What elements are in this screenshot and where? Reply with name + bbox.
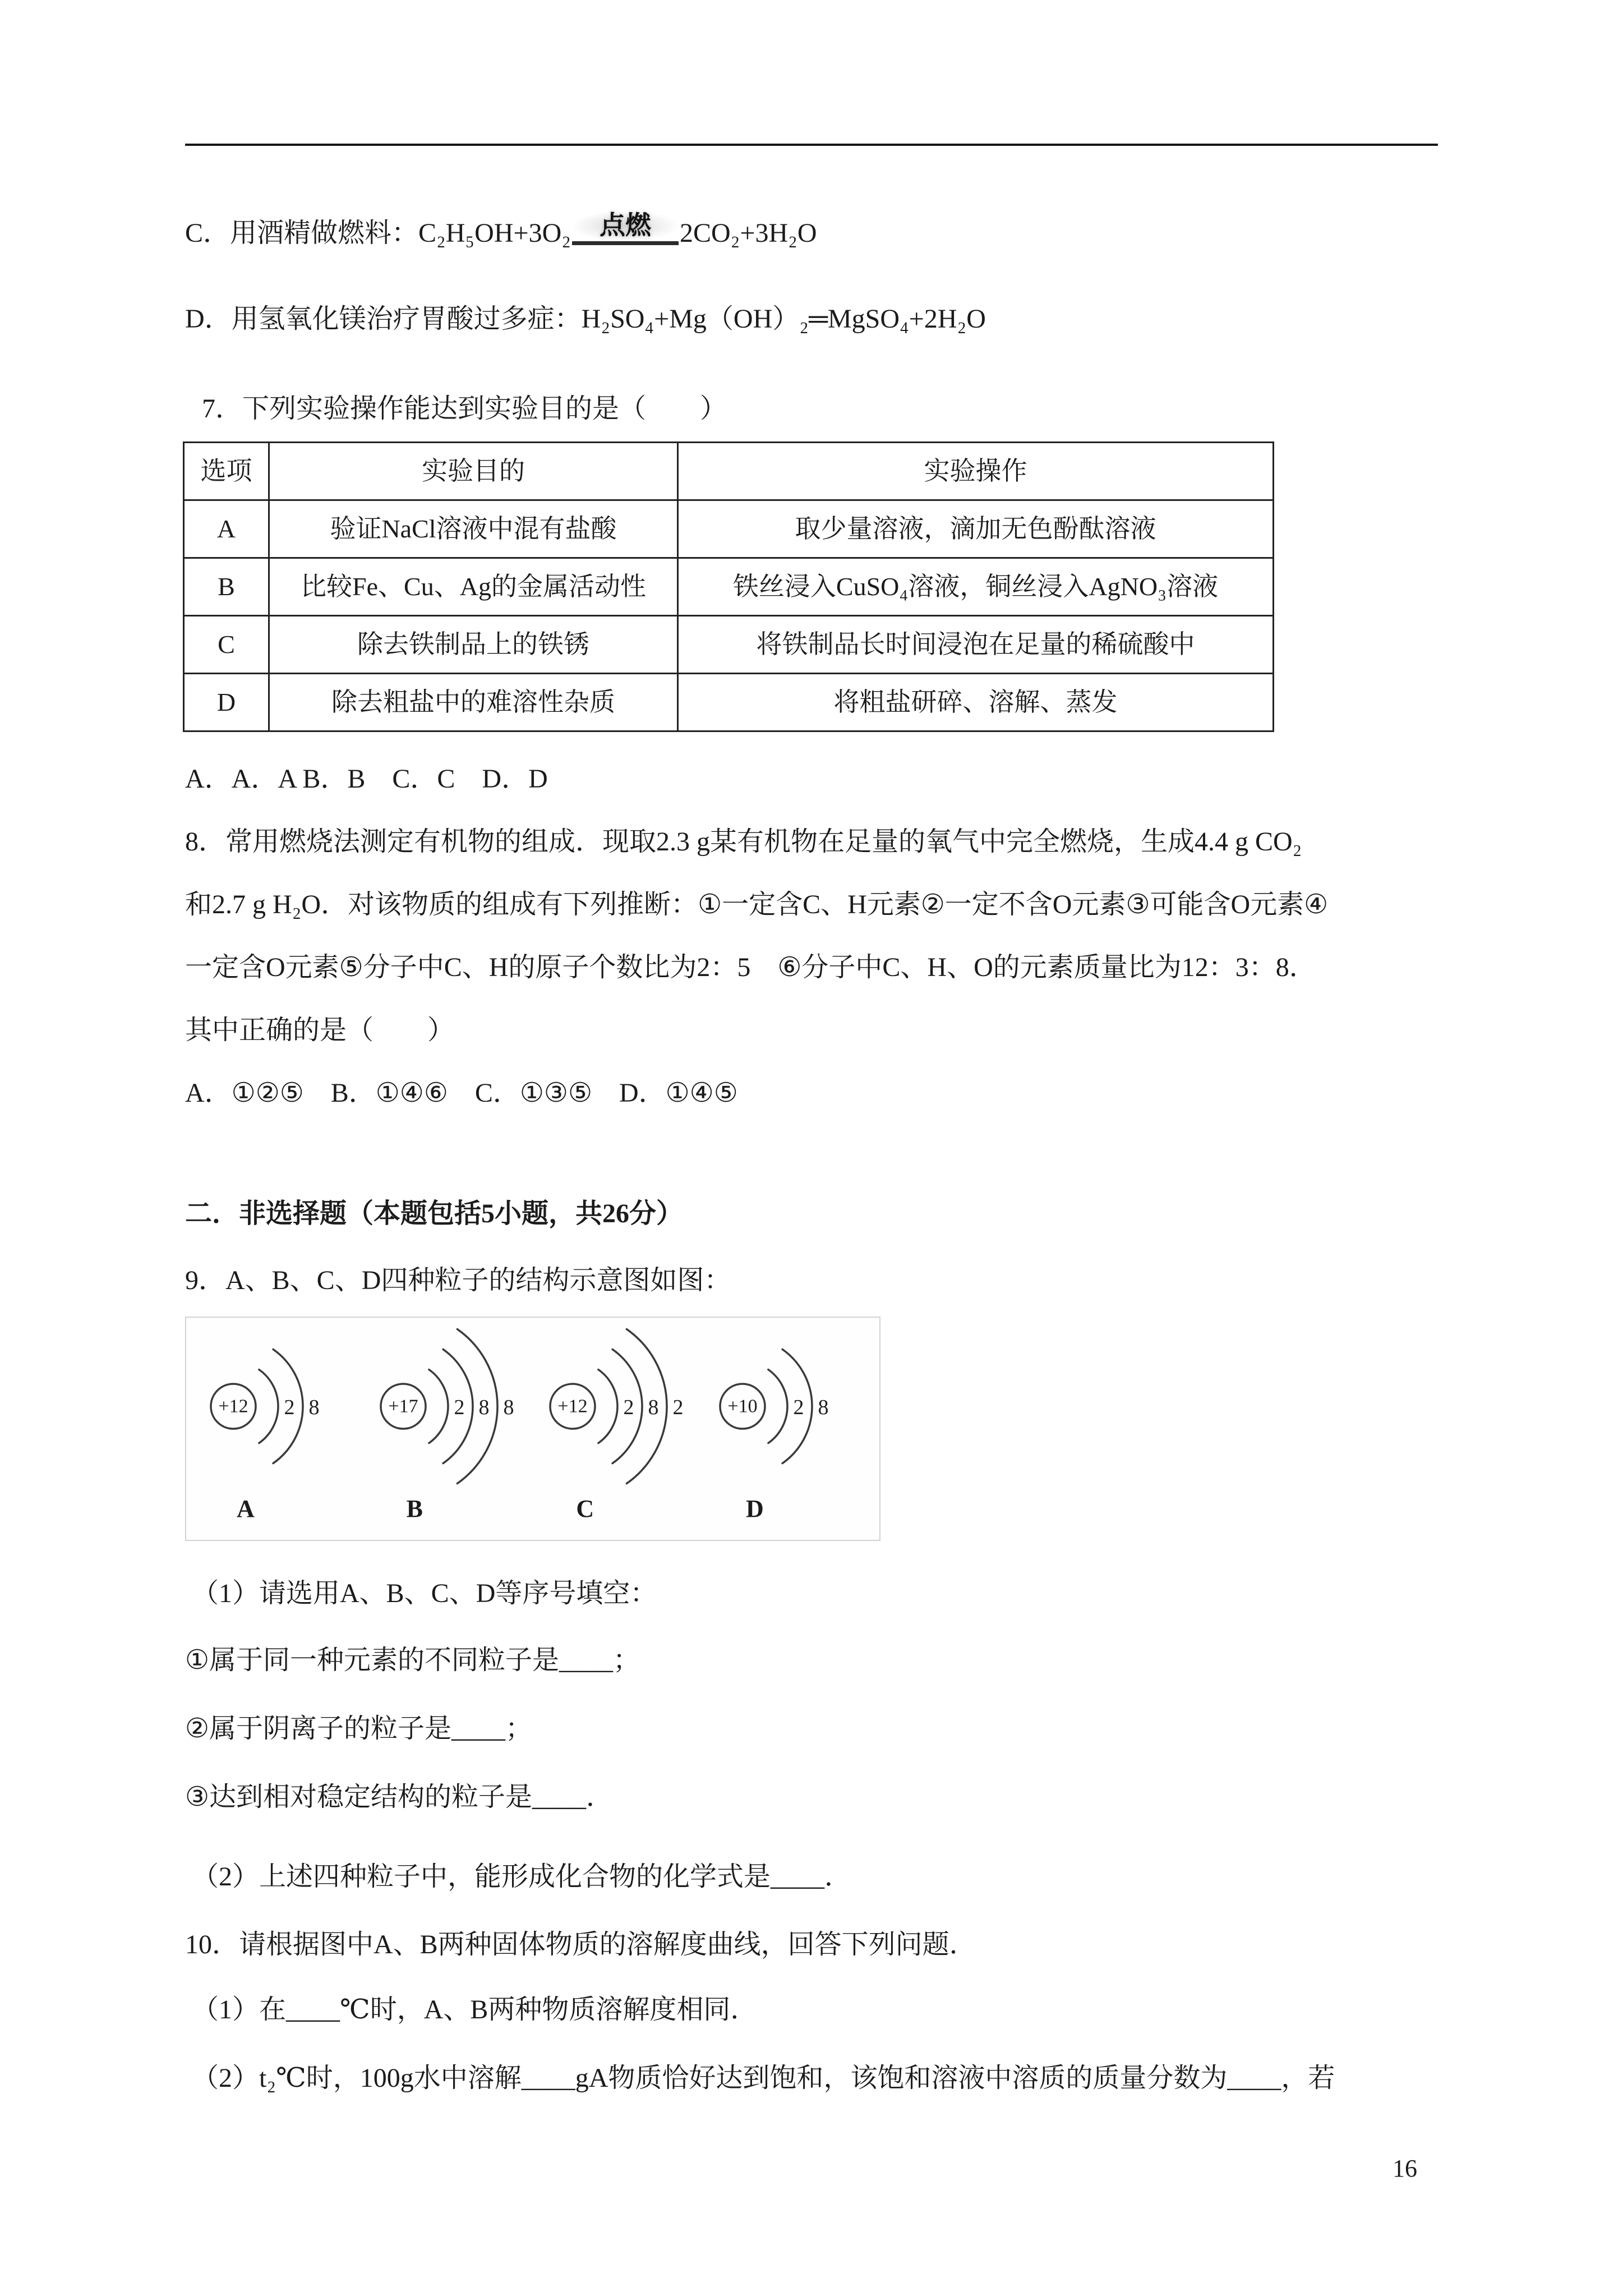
question-9-item-1: ①属于同一种元素的不同粒子是____； xyxy=(185,1645,640,1675)
col-header-purpose: 实验目的 xyxy=(269,443,678,500)
question-8-line: 8．常用燃烧法测定有机物的组成．现取2.3 g某有机物在足量的氧气中完全燃烧，生成4.4 g CO₂ xyxy=(185,827,1302,857)
page-number: 16 xyxy=(1393,2155,1417,2182)
question-8-line: 一定含O元素⑤分子中C、H的原子个数比为2：5 ⑥分子中C、H、O的元素质量比为12：3：8． xyxy=(185,953,1316,982)
question-8-stem xyxy=(185,811,1438,1062)
nucleus-charge: +12 xyxy=(557,1396,588,1417)
shell-electron-count: 8 xyxy=(503,1396,514,1419)
shell-electron-count: 8 xyxy=(818,1396,829,1419)
particle-diagram-c xyxy=(539,1322,696,1540)
table-cell-operation: 铁丝浸入CuSO₄溶液，铜丝浸入AgNO₃溶液 xyxy=(678,558,1274,616)
particle-d-svg xyxy=(709,1322,866,1490)
table-cell-purpose: 除去粗盐中的难溶性杂质 xyxy=(269,674,678,731)
nucleus-charge: +17 xyxy=(388,1396,418,1417)
particle-c-svg xyxy=(539,1322,696,1490)
table-row xyxy=(184,500,1274,558)
particle-label: C xyxy=(576,1495,594,1522)
question-7-table xyxy=(183,441,1274,732)
particle-diagram-a xyxy=(200,1322,357,1540)
shell-electron-count: 2 xyxy=(672,1396,684,1419)
table-row xyxy=(184,674,1274,731)
reaction-condition-box xyxy=(572,211,679,245)
table-row xyxy=(184,616,1274,674)
question-9-stem: 9．A、B、C、D四种粒子的结构示意图如图： xyxy=(185,1266,731,1295)
table-row xyxy=(184,558,1274,616)
question-10-stem: 10．请根据图中A、B两种固体物质的溶解度曲线，回答下列问题． xyxy=(185,1930,976,1959)
table-cell-operation: 将粗盐研碎、溶解、蒸发 xyxy=(678,674,1274,731)
question-9-item-3: ③达到相对稳定结构的粒子是____． xyxy=(185,1782,614,1812)
question-9-item-2: ②属于阴离子的粒子是____； xyxy=(185,1714,533,1743)
electron-shell-arc xyxy=(259,1370,278,1443)
particle-structure-diagram xyxy=(185,1317,880,1541)
shell-electron-count: 2 xyxy=(454,1396,465,1419)
question-8-options: A．①②⑤ B．①④⑥ C．①③⑤ D．①④⑤ xyxy=(185,1078,738,1108)
question-7-options: A．A．A B．B C．C D．D xyxy=(185,764,548,794)
col-header-option: 选项 xyxy=(184,443,269,500)
shell-electron-count: 2 xyxy=(623,1396,634,1419)
table-cell-operation: 将铁制品长时间浸泡在足量的稀硫酸中 xyxy=(678,616,1274,674)
table-cell-option: D xyxy=(184,674,269,731)
table-cell-purpose: 验证NaCl溶液中混有盐酸 xyxy=(269,500,678,558)
question-8-line: 和2.7 g H₂O．对该物质的组成有下列推断：①一定含C、H元素②一定不含O元素③可能含O元素④ xyxy=(185,890,1329,919)
table-cell-purpose: 除去铁制品上的铁锈 xyxy=(269,616,678,674)
shell-electron-count: 8 xyxy=(648,1396,659,1419)
question-10-sub1: （1）在____℃时，A、B两种物质溶解度相同． xyxy=(192,1995,758,2024)
nucleus-charge: +10 xyxy=(727,1396,758,1417)
electron-shell-arc xyxy=(768,1370,787,1443)
shell-electron-count: 2 xyxy=(284,1396,295,1419)
question-9-sub2: （2）上述四种粒子中，能形成化合物的化学式是____． xyxy=(192,1862,852,1892)
particle-diagram-d xyxy=(709,1322,866,1540)
particle-label: A xyxy=(237,1495,255,1522)
nucleus-charge: +12 xyxy=(218,1396,248,1417)
table-header-row xyxy=(184,443,1274,500)
equation-c-right: 2CO₂+3H₂O xyxy=(679,218,817,248)
header-rule xyxy=(185,144,1438,146)
question-7-stem: 7．下列实验操作能达到实验目的是（ ） xyxy=(202,394,727,424)
section-2-heading: 二．非选择题（本题包括5小题，共26分） xyxy=(185,1199,684,1228)
electron-shell-arc xyxy=(598,1370,617,1443)
particle-label: D xyxy=(745,1495,764,1522)
particle-b-svg xyxy=(370,1322,527,1490)
equation-item-d: D．用氢氧化镁治疗胃酸过多症：H₂SO₄+Mg（OH）₂═MgSO₄+2H₂O xyxy=(185,304,986,334)
col-header-operation: 实验操作 xyxy=(678,443,1274,500)
equation-item-c xyxy=(185,202,1438,265)
shell-electron-count: 8 xyxy=(308,1396,320,1419)
table-cell-option: A xyxy=(184,500,269,558)
particle-diagram-b xyxy=(370,1322,527,1540)
shell-electron-count: 2 xyxy=(793,1396,804,1419)
table-cell-option: C xyxy=(184,616,269,674)
question-10-sub2: （2）t₂℃时，100g水中溶解____gA物质恰好达到饱和，该饱和溶液中溶质的质量分数为____，若 xyxy=(192,2063,1335,2093)
reaction-condition-text: 点燃 xyxy=(599,211,651,240)
particle-label: B xyxy=(406,1495,423,1522)
question-8-line: 其中正确的是（ ） xyxy=(185,1015,455,1045)
question-9-sub1: （1）请选用A、B、C、D等序号填空： xyxy=(192,1579,657,1608)
equation-c-left: C．用酒精做燃料：C₂H₅OH+3O₂ xyxy=(185,218,571,248)
electron-shell-arc xyxy=(429,1370,448,1443)
table-cell-option: B xyxy=(184,558,269,616)
particle-a-svg xyxy=(200,1322,357,1490)
table-cell-purpose: 比较Fe、Cu、Ag的金属活动性 xyxy=(269,558,678,616)
shell-electron-count: 8 xyxy=(478,1396,490,1419)
table-cell-operation: 取少量溶液，滴加无色酚酞溶液 xyxy=(678,500,1274,558)
